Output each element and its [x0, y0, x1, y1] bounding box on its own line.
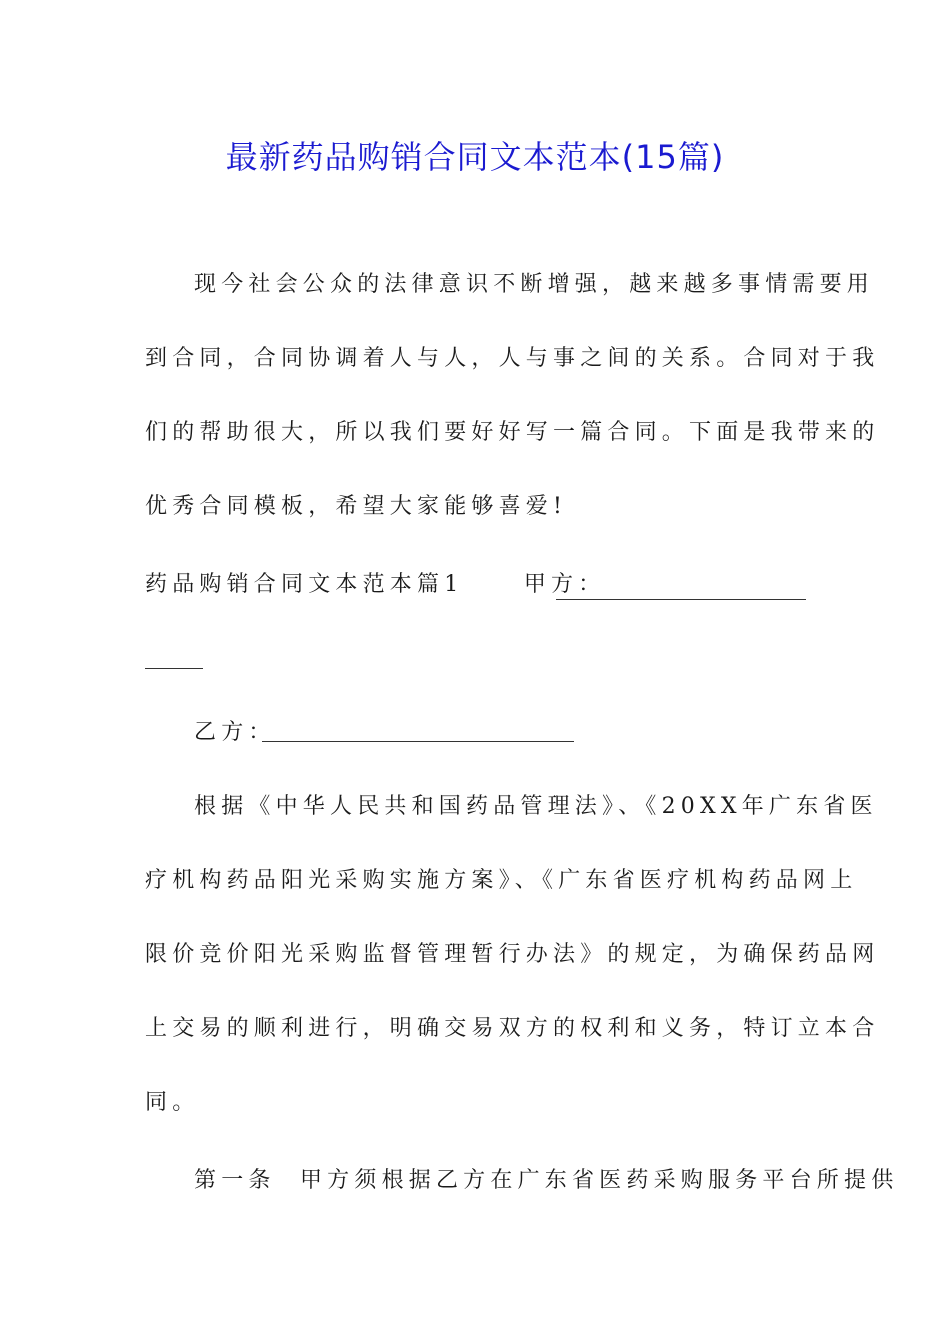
party-b-label: 乙方：	[194, 720, 276, 745]
intro-line-4: 优秀合同模板，希望大家能够喜爱!	[145, 494, 568, 519]
section-heading: 药品购销合同文本范本篇1	[145, 572, 464, 597]
preamble-line-3: 限价竞价阳光采购监督管理暂行办法》的规定，为确保药品网	[145, 942, 880, 967]
document-title: 最新药品购销合同文本范本(15篇)	[225, 138, 725, 176]
preamble-line-5: 同。	[145, 1090, 200, 1115]
party-a-label: 甲方：	[523, 572, 606, 597]
party-a-blank-continued	[145, 638, 203, 669]
preamble-line-1: 根据《中华人民共和国药品管理法》、《20XX年广东省医	[194, 794, 878, 819]
intro-line-3: 们的帮助很大，所以我们要好好写一篇合同。下面是我带来的	[145, 420, 880, 445]
party-a-blank	[556, 569, 806, 600]
intro-line-2: 到合同，合同协调着人与人，人与事之间的关系。合同对于我	[145, 346, 880, 371]
preamble-line-2: 疗机构药品阳光采购实施方案》、《广东省医疗机构药品网上	[145, 868, 858, 893]
intro-line-1: 现今社会公众的法律意识不断增强，越来越多事情需要用	[194, 272, 875, 297]
section-heading-row	[145, 570, 605, 600]
article-1-line-1: 第一条 甲方须根据乙方在广东省医药采购服务平台所提供	[194, 1168, 899, 1193]
party-b-blank	[262, 711, 574, 742]
preamble-line-4: 上交易的顺利进行，明确交易双方的权利和义务，特订立本合	[145, 1016, 880, 1041]
